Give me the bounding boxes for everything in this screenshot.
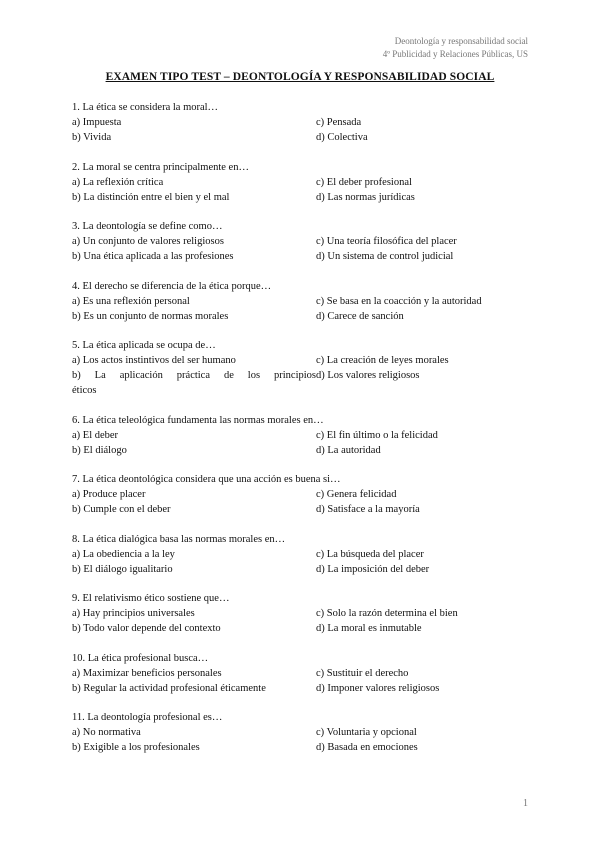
question-4 [72, 279, 532, 324]
option-a: a) Impuesta [72, 117, 122, 128]
option-c: c) La búsqueda del placer [316, 548, 424, 560]
option-b: b) Exigible a los profesionales [72, 742, 200, 753]
header-course: Deontología y responsabilidad social [394, 36, 528, 46]
option-d: d) Colectiva [316, 132, 368, 143]
question-text: 6. La ética teleológica fundamenta las normas morales en… [72, 414, 324, 426]
option-b-line-2: éticos [72, 385, 97, 396]
question-text: 1. La ética se considera la moral… [72, 102, 219, 113]
option-a: a) Hay principios universales [72, 608, 195, 619]
option-a: a) La obediencia a la ley [72, 548, 175, 560]
option-d: d) Las normas jurídicas [316, 191, 415, 203]
question-text: 11. La deontología profesional es… [72, 712, 223, 723]
question-2 [72, 160, 532, 205]
question-text: 7. La ética deontológica considera que una acción es buena si… [72, 474, 341, 485]
option-b: b) La distinción entre el bien y el mal [72, 191, 230, 203]
header-degree: 4º Publicidad y Relaciones Públicas, US [382, 49, 528, 59]
option-b: b) Vivida [72, 132, 112, 143]
question-text: 5. La ética aplicada se ocupa de… [72, 340, 216, 351]
option-b: b) Es un conjunto de normas morales [72, 310, 229, 322]
option-c: c) Solo la razón determina el bien [316, 608, 458, 619]
option-a: a) Los actos instintivos del ser humano [72, 355, 236, 366]
option-c: c) La creación de leyes morales [316, 355, 449, 366]
question-6 [72, 413, 532, 458]
question-5 [72, 338, 532, 398]
option-b: b) Una ética aplicada a las profesiones [72, 251, 234, 262]
option-b: b) Regular la actividad profesional éticamente [72, 682, 266, 694]
question-text: 9. El relativismo ético sostiene que… [72, 593, 230, 604]
question-list [72, 100, 532, 770]
option-b: b) El diálogo igualitario [72, 563, 173, 575]
option-d: d) Un sistema de control judicial [316, 251, 454, 262]
question-11 [72, 710, 532, 755]
option-a: a) La reflexión crítica [72, 176, 164, 188]
question-10 [72, 651, 532, 696]
option-c: c) Se basa en la coacción y la autoridad [316, 295, 482, 307]
page-number: 1 [523, 798, 528, 809]
option-d: d) Carece de sanción [316, 310, 404, 322]
option-c: c) El deber profesional [316, 176, 412, 188]
exam-title: EXAMEN TIPO TEST – DEONTOLOGÍA Y RESPONSABILIDAD SOCIAL [105, 71, 495, 83]
option-d: d) La imposición del deber [316, 563, 430, 575]
question-text: 10. La ética profesional busca… [72, 652, 209, 664]
question-7 [72, 472, 532, 517]
option-d: d) Imponer valores religiosos [316, 682, 440, 694]
option-d: d) La autoridad [316, 444, 381, 456]
option-c: c) Pensada [316, 117, 362, 128]
option-a: a) Un conjunto de valores religiosos [72, 236, 224, 247]
option-a: a) El deber [72, 429, 119, 441]
option-b: b) Todo valor depende del contexto [72, 623, 221, 634]
option-a: a) Maximizar beneficios personales [72, 667, 222, 679]
option-d: d) Satisface a la mayoría [316, 504, 420, 515]
question-text: 8. La ética dialógica basa las normas morales en… [72, 533, 286, 545]
option-a: a) Es una reflexión personal [72, 295, 190, 307]
option-d: d) La moral es inmutable [316, 623, 422, 634]
running-header [383, 35, 528, 61]
option-b: b) El diálogo [72, 444, 127, 456]
question-9 [72, 591, 532, 636]
question-3 [72, 219, 532, 264]
option-c: c) Una teoría filosófica del placer [316, 236, 457, 247]
question-8 [72, 532, 532, 577]
question-text: 3. La deontología se define como… [72, 221, 223, 232]
option-b [72, 368, 316, 398]
option-d: d) Los valores religiosos [316, 370, 420, 381]
option-b: b) Cumple con el deber [72, 504, 171, 515]
question-1 [72, 100, 532, 145]
option-c: c) El fin último o la felicidad [316, 429, 438, 441]
option-a: a) No normativa [72, 727, 141, 738]
option-c: c) Sustituir el derecho [316, 667, 409, 679]
option-d: d) Basada en emociones [316, 742, 418, 753]
option-c: c) Genera felicidad [316, 489, 397, 500]
option-c: c) Voluntaria y opcional [316, 727, 417, 738]
question-text: 4. El derecho se diferencia de la ética porque… [72, 280, 272, 292]
question-text: 2. La moral se centra principalmente en… [72, 161, 249, 173]
option-a: a) Produce placer [72, 489, 146, 500]
option-b-line-1: b) La aplicación práctica de los principios [72, 370, 316, 381]
